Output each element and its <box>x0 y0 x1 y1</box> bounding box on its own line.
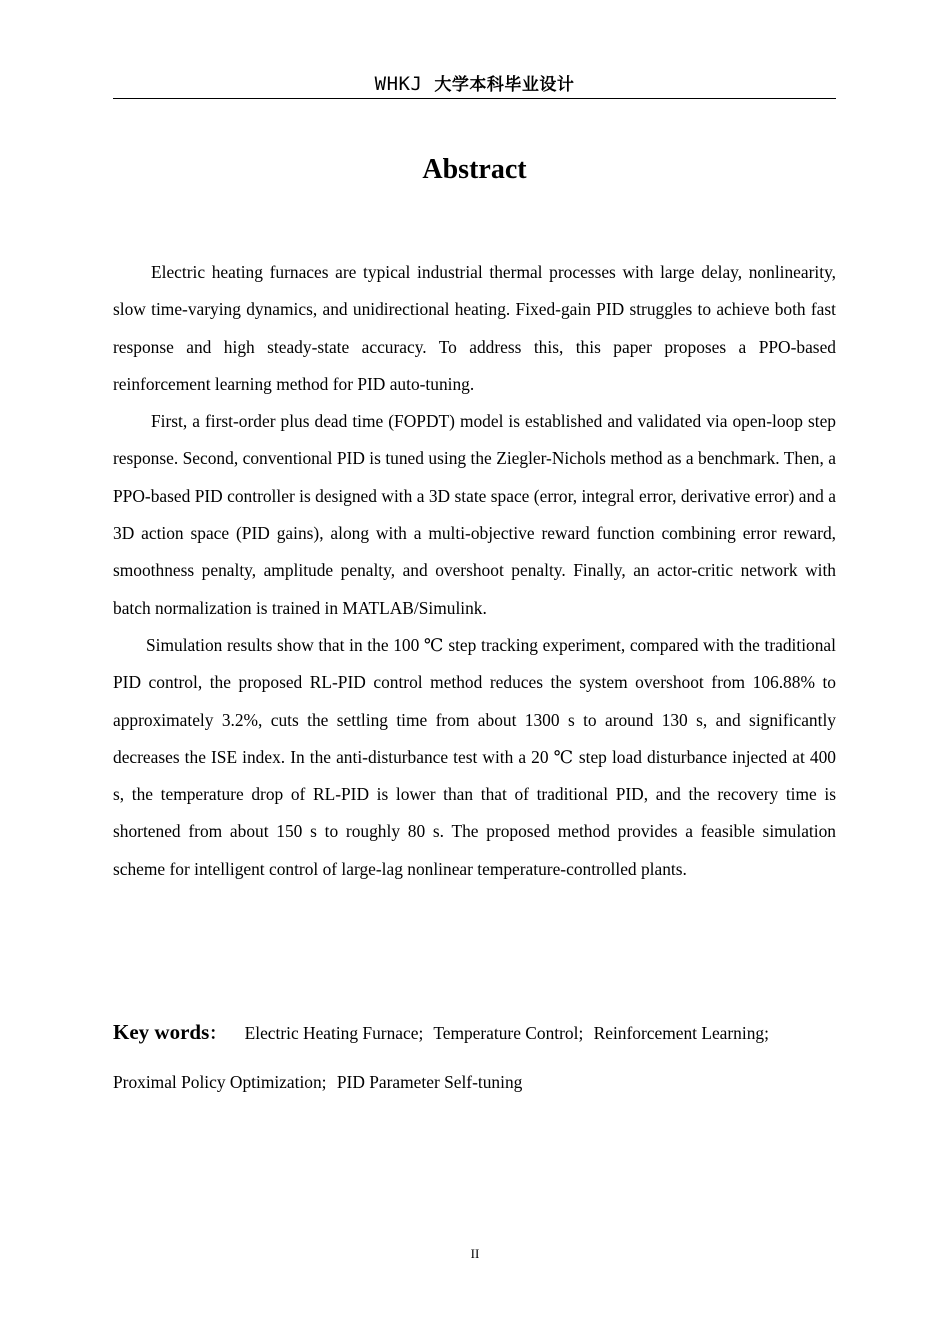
keywords-section <box>113 1008 836 1106</box>
abstract-paragraph: Electric heating furnaces are typical industrial thermal processes with large delay, nonlinearity, slow time-varying dynamics, and unidirectional heating. Fixed-gain PID struggles to achieve both fast response and high steady-state accuracy. To address this, this paper proposes a PPO-based reinforcement learning method for PID auto-tuning. <box>113 262 836 394</box>
keyword-text: Temperature Control <box>433 1023 579 1043</box>
keyword-item <box>337 1072 522 1092</box>
page-title: Abstract <box>422 154 527 185</box>
header-cjk: 大学本科毕业设计 <box>434 75 575 95</box>
abstract-paragraph: Simulation results show that in the 100 ℃ step tracking experiment, compared with the traditional PID control, the proposed RL-PID control method reduces the system overshoot from 106.88% to approximately 3.2%, cuts the settling time from about 1300 s to around 130 s, and significantly decreases the ISE index. In the anti-disturbance test with a 20 ℃ step load disturbance injected at 400 s, the temperature drop of RL-PID is lower than that of traditional PID, and the recovery time is shortened from about 150 s to roughly 80 s. The proposed method provides a feasible simulation scheme for intelligent control of large-lag nonlinear temperature-controlled plants. <box>113 634 836 879</box>
header-latin: WHKJ <box>374 73 423 95</box>
keyword-separator: ; <box>418 1023 424 1043</box>
keywords-label: Key words <box>113 1020 210 1044</box>
keyword-item <box>433 1023 589 1043</box>
keyword-separator: ; <box>764 1023 769 1043</box>
keyword-text: PID Parameter Self-tuning <box>336 1072 523 1092</box>
keyword-separator: ; <box>321 1072 327 1092</box>
keyword-text: Proximal Policy Optimization <box>113 1072 322 1092</box>
keyword-text: Electric Heating Furnace <box>244 1023 419 1043</box>
abstract-paragraph: First, a first-order plus dead time (FOPDT) model is established and validated via open-loop step response. Second, conventional PID is tuned using the Ziegler-Nichols method as a benchmark. Then, a PPO-based PID controller is designed with a 3D state space (error, integral error, derivative error) and a 3D action space (PID gains), along with a multi-objective reward function combining error reward, smoothness penalty, amplitude penalty, and overshoot penalty. Finally, an actor-critic network with batch normalization is trained in MATLAB/Simulink. <box>113 411 836 618</box>
page-header <box>113 68 836 99</box>
abstract-body <box>113 254 836 888</box>
keyword-item <box>594 1023 775 1043</box>
keyword-item <box>245 1023 430 1043</box>
keywords-colon: ： <box>209 1024 227 1043</box>
page-number: II <box>470 1246 480 1261</box>
keyword-separator: ; <box>578 1023 584 1043</box>
keyword-item <box>113 1072 333 1092</box>
keyword-text: Reinforcement Learning <box>593 1023 765 1043</box>
